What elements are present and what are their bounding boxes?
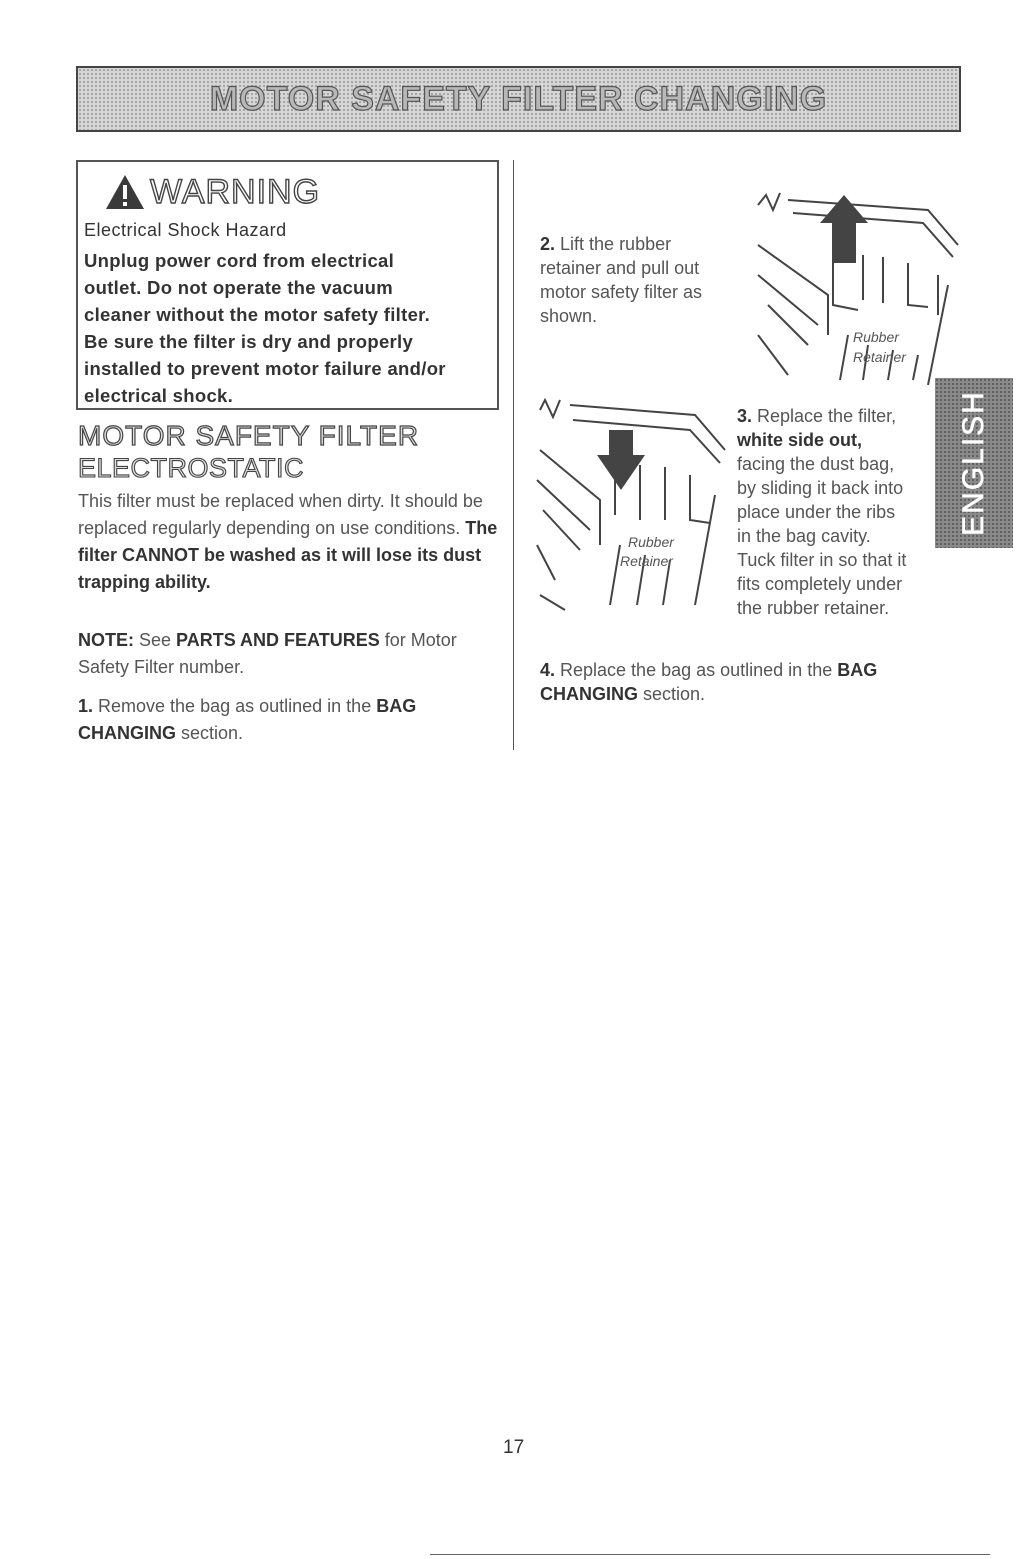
step-4: [540, 658, 950, 706]
intro-text: This filter must be replaced when dirty. It should be replaced regularly depending on use conditions.: [78, 491, 483, 538]
column-divider: [513, 160, 514, 750]
page-number: 17: [503, 1437, 525, 1458]
step-line: retainer and pull out: [540, 258, 700, 278]
step-line: the rubber retainer.: [737, 598, 890, 618]
figure-label: Retainer: [620, 553, 673, 569]
language-tab: [935, 378, 1013, 548]
note-reference: PARTS AND FEATURES: [176, 630, 380, 650]
step-text: Replace the bag as outlined in the: [555, 660, 838, 680]
footer-rule: [430, 1554, 990, 1555]
step-number: 1.: [78, 696, 94, 716]
step-line: Tuck filter in so that it: [737, 550, 907, 570]
note-text: See: [134, 630, 177, 650]
warning-box: [76, 160, 499, 410]
step-2: [540, 232, 740, 328]
section-subtitle: ELECTROSTATIC: [78, 453, 305, 483]
intro-bold-text: The filter CANNOT be washed as it will lose its dust trapping ability.: [78, 518, 498, 592]
language-label: ENGLISH: [957, 390, 990, 536]
step-number: 4.: [540, 660, 556, 680]
step-number: 2.: [540, 234, 556, 254]
warning-line: outlet. Do not operate the vacuum: [84, 277, 394, 298]
warning-line: installed to prevent motor failure and/or: [84, 358, 446, 379]
step-line: by sliding it back into: [737, 478, 904, 498]
filter-replace-figure: [525, 395, 735, 635]
warning-header: [84, 168, 491, 216]
note-text-end: for Motor Safety Filter number.: [78, 630, 457, 677]
step-line: in the bag cavity.: [737, 526, 871, 546]
step-number: 3.: [737, 406, 753, 426]
page-title: MOTOR SAFETY FILTER CHANGING: [209, 79, 828, 118]
step-reference: BAG CHANGING: [78, 696, 417, 743]
step-line: place under the ribs: [737, 502, 896, 522]
step-line: motor safety filter as: [540, 282, 703, 302]
step-line: Replace the filter,: [752, 406, 897, 426]
figure-label: Rubber: [628, 534, 674, 550]
step-text-end: section.: [176, 723, 244, 743]
step-3: [737, 404, 937, 620]
warning-title: WARNING: [150, 172, 321, 211]
step-line: fits completely under: [737, 574, 903, 594]
step-text-end: section.: [638, 684, 706, 704]
step-text: Remove the bag as outlined in the: [93, 696, 377, 716]
figure-label: Retainer: [853, 349, 906, 365]
header-banner: [76, 66, 961, 132]
section-title: MOTOR SAFETY FILTER: [78, 420, 420, 451]
figure-label: Rubber: [853, 329, 899, 345]
note-paragraph: [78, 627, 498, 681]
warning-line: Unplug power cord from electrical: [84, 250, 395, 271]
step-line: facing the dust bag,: [737, 454, 895, 474]
note-label: NOTE:: [78, 630, 134, 650]
warning-line: cleaner without the motor safety filter.: [84, 304, 431, 325]
hazard-subtitle: Electrical Shock Hazard: [84, 220, 287, 240]
warning-line: Be sure the filter is dry and properly: [84, 331, 414, 352]
warning-triangle-icon: [104, 173, 146, 211]
step-bold-text: white side out,: [737, 430, 863, 450]
intro-paragraph: [78, 488, 498, 596]
filter-removal-figure: [748, 185, 963, 385]
step-line: shown.: [540, 306, 598, 326]
warning-line: electrical shock.: [84, 385, 234, 406]
step-reference: BAG CHANGING: [540, 660, 878, 704]
warning-body: [84, 247, 491, 409]
step-1: [78, 693, 498, 747]
step-line: Lift the rubber: [560, 234, 672, 254]
